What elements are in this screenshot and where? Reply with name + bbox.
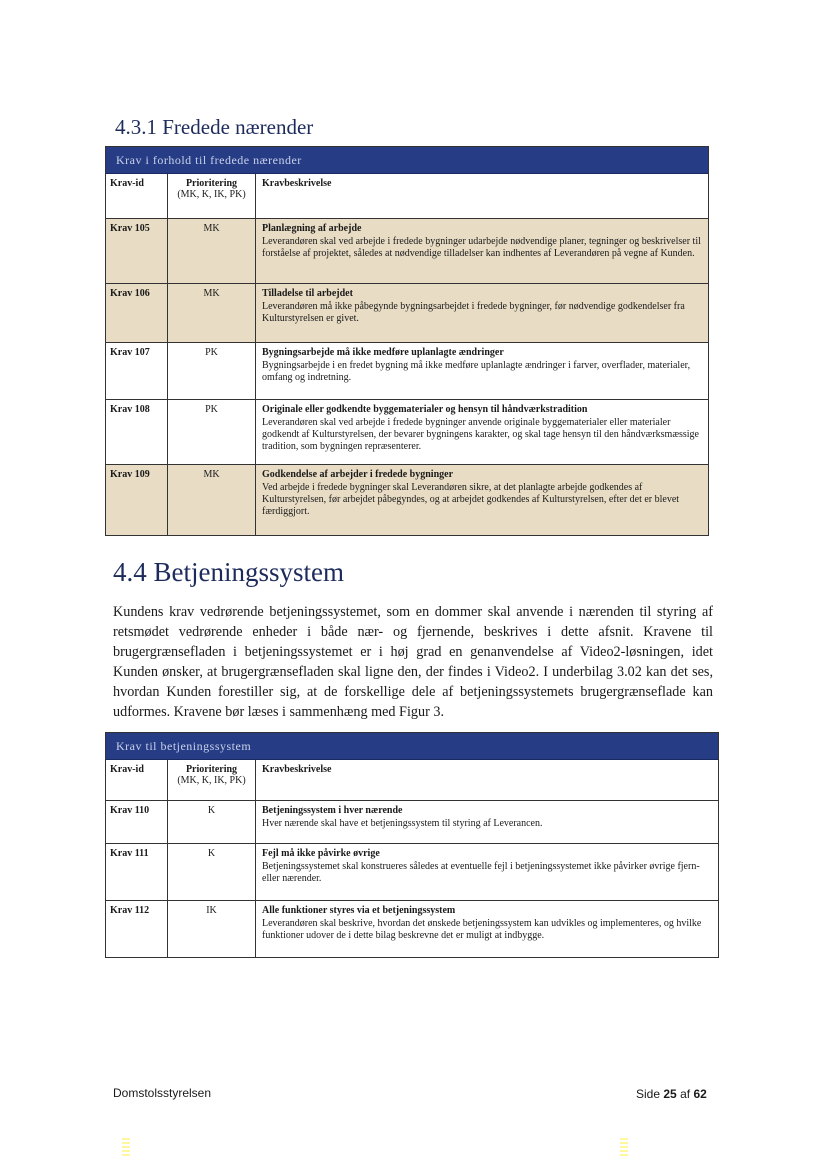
header-priority-label: Prioritering [185,764,238,775]
table-title: Krav i forhold til fredede nærender [106,147,708,174]
row-text: Ved arbejde i fredede bygninger skal Leverandøren sikre, at det planlagte arbejde godkendes af Kulturstyrelsen, før arbejdet påbegyndes, og at arbejdet godkendes af Kulturstyrelsen, efter det er blevet færdiggjort. [262,482,680,517]
page-separator: af [680,1087,691,1101]
table-row [106,218,708,283]
table-header-row [106,174,708,218]
row-id: Krav 111 [106,844,168,900]
row-description [256,801,718,843]
row-description [256,343,708,399]
row-id: Krav 112 [106,901,168,957]
header-id: Krav-id [106,174,168,218]
row-id: Krav 107 [106,343,168,399]
row-title: Originale eller godkendte byggematerialer og hensyn til håndværkstradition [262,404,588,415]
row-id: Krav 106 [106,284,168,342]
row-id: Krav 105 [106,219,168,283]
body-paragraph: Kundens krav vedrørende betjeningssystemet, som en dommer skal anvende i nærenden til styring af retsmødet vedrørende enheder i både nær- og fjernende, beskrives i dette afsnit. Kravene til brugergrænsefladen i betjeningssystemet er i høj grad en genanvendelse af Video2-løsningen, idet Kunden ønsker, at brugergrænsefladen skal ligne den, der findes i Video2. I underbilag 3.02 kan det ses, hvordan Kunden forestiller sig, at de forskellige dele af betjeningssystemets brugergrænseflade kan udformes. Kravene bør læses i sammenhæng med Figur 3. [113,604,713,720]
table-row [106,843,718,900]
header-priority-label: Prioritering [185,178,238,189]
header-priority [168,760,256,800]
row-text: Leverandøren skal ved arbejde i fredede bygninger udarbejde nødvendige planer, tegninger og beskrivelser til forståelse af projektet, således at nødvendige tilladelser kan indhentes af Leverandøren på vegne af Kunden. [262,236,701,259]
row-text: Leverandøren skal ved arbejde i fredede bygninger anvende originale byggematerialer eller materialer godkendt af Kulturstyrelsen, der bevarer bygningens karakter, og skal tage hensyn til den håndværksmæssige tradition, som bygningen repræsenterer. [262,417,699,452]
row-title: Godkendelse af arbejder i fredede bygninger [262,469,454,480]
row-priority: K [168,801,256,843]
row-description [256,400,708,464]
table-row [106,900,718,957]
scan-mark-left [122,1138,130,1156]
requirements-table-fredede [105,146,709,536]
row-title: Fejl må ikke påvirke øvrige [262,848,380,859]
row-description [256,844,718,900]
row-description [256,465,708,535]
table-header-row [106,760,718,800]
header-priority-sub: (MK, K, IK, PK) [177,189,246,200]
row-title: Planlægning af arbejde [262,223,362,234]
page-current: 25 [663,1087,677,1101]
header-priority [168,174,256,218]
main-heading: 4.4 Betjeningssystem [113,557,344,587]
table-row [106,283,708,342]
table-title: Krav til betjeningssystem [106,733,718,760]
scan-mark-right [620,1138,628,1156]
header-description: Kravbeskrivelse [262,178,332,189]
row-id: Krav 109 [106,465,168,535]
row-description [256,901,718,957]
section-heading: 4.3.1 Fredede nærender [115,115,314,139]
row-text: Leverandøren skal beskrive, hvordan det ønskede betjeningssystem kan udvikles og implementeres, og hvilke funktioner udover de i dette bilag beskrevne det er muligt at indbygge. [262,918,702,941]
row-priority: MK [168,219,256,283]
row-priority: K [168,844,256,900]
row-priority: MK [168,465,256,535]
footer-page-number [636,1087,707,1101]
row-priority: PK [168,400,256,464]
row-text: Bygningsarbejde i en fredet bygning må ikke medføre uplanlagte ændringer i farver, overflader, materialer, omfang og indretning. [262,360,691,383]
page-prefix: Side [636,1087,661,1101]
requirements-table-betjening [105,732,719,958]
row-text: Betjeningssystemet skal konstrueres således at eventuelle fejl i betjeningssystemet ikke påvirker øvrige fjern- eller nærender. [262,861,700,884]
table-row [106,399,708,464]
table-row [106,800,718,843]
page-total: 62 [693,1087,707,1101]
row-title: Bygningsarbejde må ikke medføre uplanlagte ændringer [262,347,504,358]
table-row [106,464,708,535]
row-id: Krav 108 [106,400,168,464]
header-id: Krav-id [106,760,168,800]
row-text: Leverandøren må ikke påbegynde bygningsarbejdet i fredede bygninger, før nødvendige godkendelser fra Kulturstyrelsen er givet. [262,301,685,324]
row-description [256,284,708,342]
row-priority: PK [168,343,256,399]
header-description: Kravbeskrivelse [262,764,332,775]
row-title: Betjeningssystem i hver nærende [262,805,403,816]
row-title: Alle funktioner styres via et betjeningssystem [262,905,456,916]
row-id: Krav 110 [106,801,168,843]
row-priority: MK [168,284,256,342]
row-text: Hver nærende skal have et betjeningssystem til styring af Leverancen. [262,818,543,829]
header-priority-sub: (MK, K, IK, PK) [177,775,246,786]
row-priority: IK [168,901,256,957]
row-description [256,219,708,283]
row-title: Tilladelse til arbejdet [262,288,353,299]
footer-organization: Domstolsstyrelsen [113,1086,212,1100]
table-row [106,342,708,399]
